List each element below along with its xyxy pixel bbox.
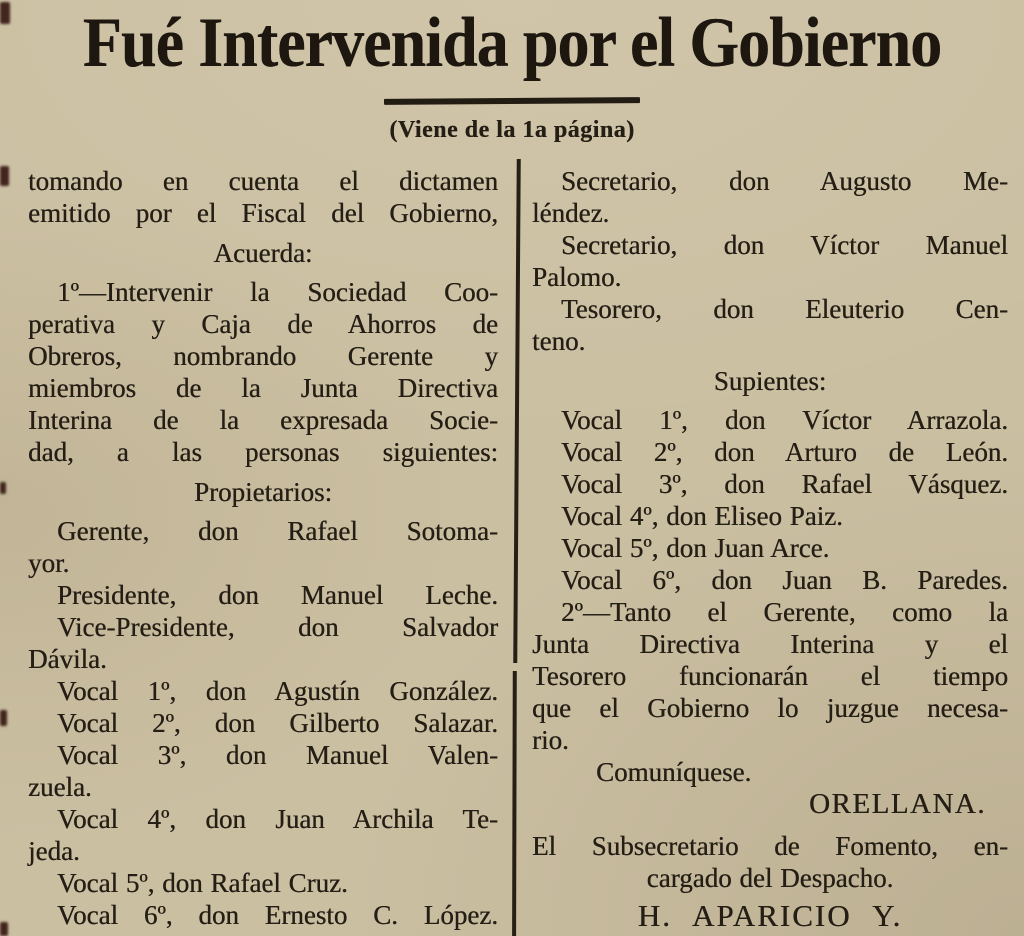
text-line: ORELLANA.: [808, 788, 986, 820]
continuation-note: (Viene de la 1a página): [389, 117, 635, 143]
left-column: [28, 165, 498, 932]
text-line: teno.: [532, 326, 586, 356]
text-line: miembros de la Junta Directiva: [28, 373, 498, 403]
scan-artifact: [0, 2, 10, 24]
text-line: perativa y Caja de Ahorros de: [28, 309, 498, 339]
scan-artifact: [0, 482, 6, 494]
text-line: Tesorero, don Eleuterio Cen-: [561, 294, 1008, 324]
text-line: que el Gobierno lo juzgue necesa-: [532, 693, 1008, 723]
text-line: Interina de la expresada Socie-: [28, 405, 498, 435]
text-line: Propietarios:: [194, 477, 332, 507]
text-line: Comuníquese.: [596, 757, 752, 787]
text-line: Vocal 3º, don Rafael Vásquez.: [561, 469, 1008, 499]
text-line: tomando en cuenta el dictamen: [28, 166, 498, 196]
text-line: Palomo.: [532, 262, 622, 292]
text-line: Vocal 4º, don Eliseo Paiz.: [561, 501, 843, 531]
text-line: Dávila.: [28, 644, 107, 674]
text-line: Supientes:: [713, 366, 827, 396]
text-line: Vocal 3º, don Manuel Valen-: [57, 740, 498, 770]
text-line: dad, a las personas siguientes:: [28, 437, 498, 467]
text-line: Vocal 6º, don Ernesto C. López.: [57, 900, 498, 930]
text-line: Vocal 4º, don Juan Archila Te-: [57, 804, 498, 834]
text-line: léndez.: [532, 198, 610, 228]
text-line: 2º—Tanto el Gerente, como la: [561, 597, 1008, 627]
text-line: yor.: [28, 548, 70, 578]
text-line: El Subsecretario de Fomento, en-: [532, 831, 1008, 861]
text-line: Obreros, nombrando Gerente y: [28, 341, 498, 371]
text-line: Vocal 2º, don Arturo de León.: [561, 437, 1008, 467]
text-line: Secretario, don Augusto Me-: [561, 166, 1008, 196]
text-line: jeda.: [28, 836, 80, 866]
text-line: Vocal 6º, don Juan B. Paredes.: [561, 565, 1008, 595]
text-line: Tesorero funcionarán el tiempo: [532, 661, 1008, 691]
text-line: Vocal 5º, don Juan Arce.: [561, 533, 830, 563]
text-line: Junta Directiva Interina y el: [532, 629, 1008, 659]
article-body: [0, 165, 1024, 932]
text-line: 1º—Intervenir la Sociedad Coo-: [57, 277, 498, 307]
text-line: Vocal 5º, don Rafael Cruz.: [57, 868, 348, 898]
text-line: zuela.: [28, 772, 92, 802]
text-line: cargado del Despacho.: [646, 863, 894, 893]
text-line: H. APARICIO Y.: [637, 898, 903, 933]
text-line: Vocal 1º, don Víctor Arrazola.: [561, 405, 1008, 435]
scan-artifact: [0, 166, 9, 186]
scan-artifact: [0, 710, 7, 726]
headline: Fué Intervenida por el Gobierno: [82, 4, 942, 82]
right-column: [532, 165, 1008, 932]
text-line: Vice-Presidente, don Salvador: [57, 612, 498, 642]
text-line: Secretario, don Víctor Manuel: [561, 230, 1008, 260]
text-line: emitido por el Fiscal del Gobierno,: [28, 198, 498, 228]
headline-divider-rule: [384, 97, 640, 105]
scan-artifact: [0, 922, 8, 936]
text-line: Acuerda:: [213, 238, 313, 268]
text-line: rio.: [532, 725, 569, 755]
text-line: Presidente, don Manuel Leche.: [57, 580, 498, 610]
text-line: Vocal 2º, don Gilberto Salazar.: [57, 708, 498, 738]
column-divider-rule-bottom: [511, 671, 516, 936]
text-line: Gerente, don Rafael Sotoma-: [57, 516, 498, 546]
text-line: Vocal 1º, don Agustín González.: [57, 676, 498, 706]
